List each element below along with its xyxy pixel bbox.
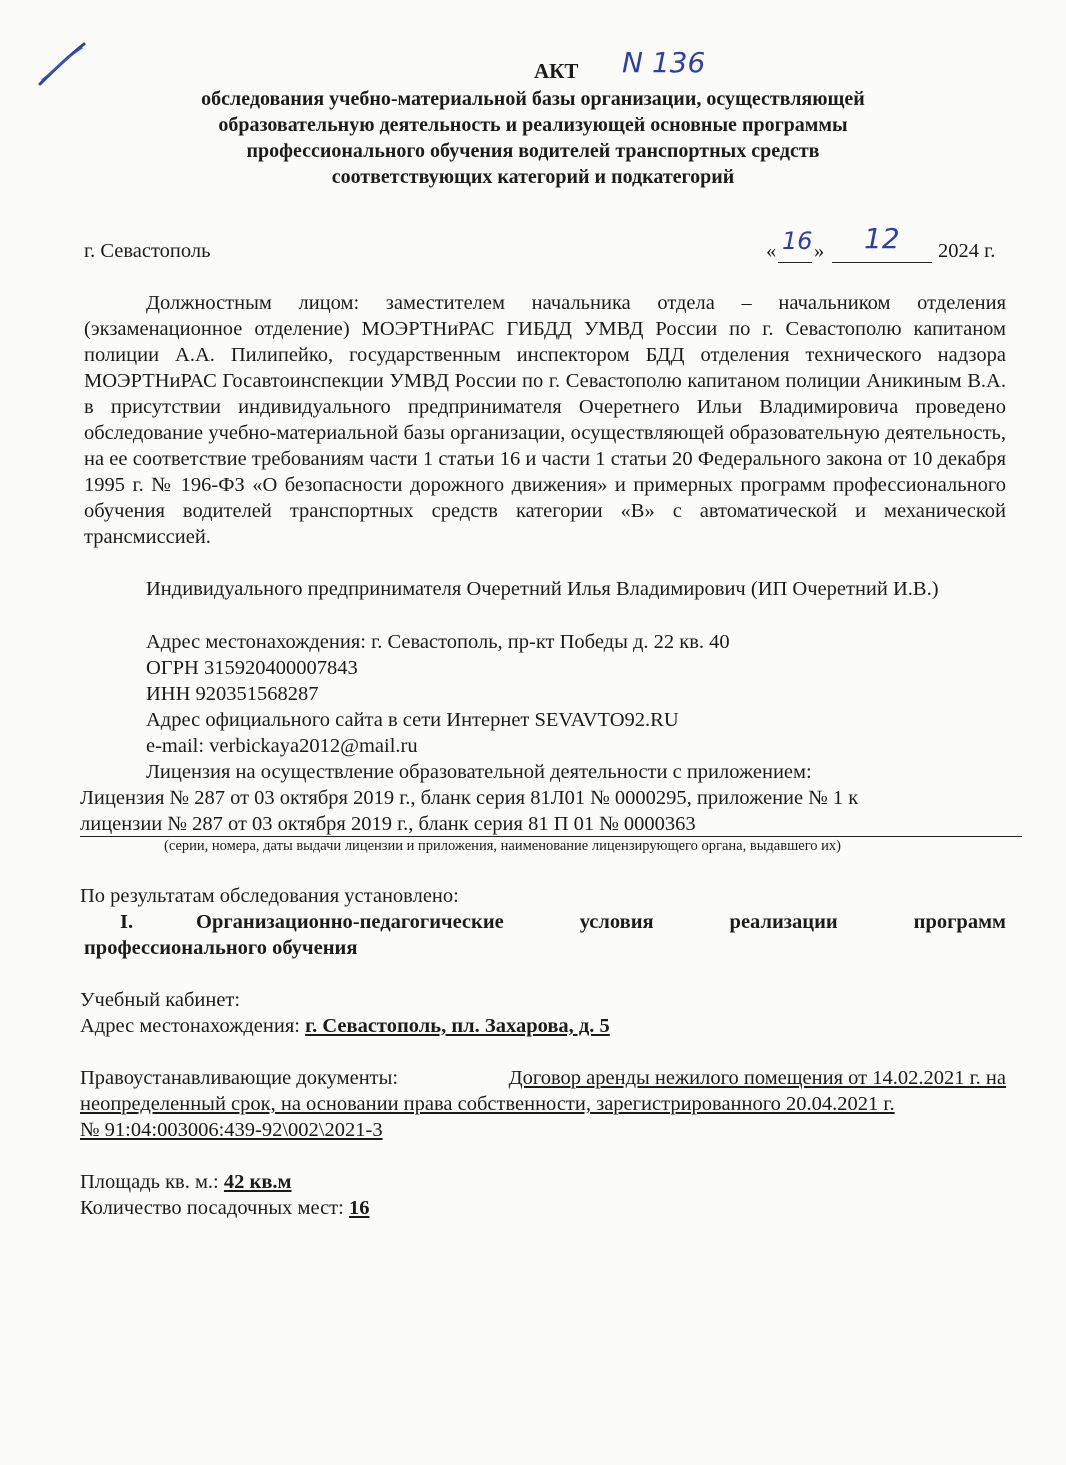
section-number: I. — [120, 911, 134, 933]
month-underline — [832, 262, 932, 263]
seats-value: 16 — [348, 1197, 370, 1219]
classroom-address-value: г. Севастополь, пл. Захарова, д. 5 — [305, 1015, 610, 1037]
legal-documents-line-1 — [80, 1065, 1006, 1091]
seats-line — [80, 1195, 369, 1221]
org-email: e-mail: verbickaya2012@mail.ru — [146, 735, 418, 757]
license-line-2 — [80, 811, 1022, 837]
legal-documents-value-1: Договор аренды нежилого помещения от 14.02.2021 г. на — [508, 1067, 1006, 1089]
legal-documents — [80, 1065, 1006, 1143]
city-label: г. Севастополь — [84, 240, 211, 262]
classroom-label: Учебный кабинет: — [80, 989, 241, 1011]
license-line-1: Лицензия № 287 от 03 октября 2019 г., бланк серия 81Л01 № 0000295, приложение № 1 к — [80, 787, 859, 809]
subtitle-line: обследования учебно-материальной базы организации, осуществляющей — [201, 88, 865, 110]
date-close-quote: » — [814, 240, 825, 262]
section-word: программ — [913, 911, 1006, 933]
org-website: Адрес официального сайта в сети Интернет SEVAVTO92.RU — [146, 709, 679, 731]
license-line-2-text: лицензии № 287 от 03 октября 2019 г., бланк серия 81 П 01 № 0000363 — [80, 813, 696, 835]
classroom-address — [80, 1013, 610, 1039]
month-handwritten: 12 — [864, 222, 900, 255]
date-line — [766, 222, 1006, 268]
pen-stroke-mark — [36, 40, 88, 88]
section-title-line-2: профессионального обучения — [84, 937, 358, 959]
subtitle-line: соответствующих категорий и подкатегорий — [331, 166, 735, 188]
act-subtitle — [0, 86, 1066, 190]
area-label: Площадь кв. м.: — [80, 1171, 224, 1193]
license-label: Лицензия на осуществление образовательной деятельности с приложением: — [146, 761, 812, 783]
day-underline — [778, 262, 812, 263]
classroom-address-label: Адрес местонахождения: — [80, 1015, 306, 1037]
entrepreneur-paragraph: Индивидуального предпринимателя Очеретний Илья Владимирович (ИП Очеретний И.В.) — [146, 578, 939, 600]
act-number-handwritten: N 136 — [622, 46, 706, 79]
section-title — [84, 909, 1006, 935]
results-intro: По результатам обследования установлено: — [80, 885, 459, 907]
legal-documents-line-2: неопределенный срок, на основании права собственности, зарегистрированного 20.04.2021 г. — [80, 1093, 895, 1115]
section-word: Организационно-педагогические — [196, 911, 504, 933]
intro-paragraph: Должностным лицом: заместителем начальника отдела – начальником отделения (экзаменационное отделение) МОЭРТНиРАС ГИБДД УМВД России по г. Севастополю капитаном полиции А.А. Пилипейко, государственным инспектором БДД отделения технического надзора МОЭРТНиРАС Госавтоинспекции УМВД России по г. Севастополю капитаном полиции Аникиным В.А. в присутствии индивидуального предпринимателя Очеретнего Ильи Владимировича проведено обследование учебно-материальной базы организации, осуществляющей образовательную деятельность, на ее соответствие требованиям части 1 статьи 16 и части 1 статьи 20 Федерального закона от 10 декабря 1995 г. № 196-ФЗ «О безопасности дорожного движения» и примерных программ профессионального обучения водителей транспортных средств категории «B» с автоматической и механической трансмиссией. — [84, 292, 1006, 548]
license-note: (серии, номера, даты выдачи лицензии и приложения, наименование лицензирующего органа, выдавшего их) — [164, 838, 841, 854]
subtitle-line: образовательную деятельность и реализующей основные программы — [218, 114, 848, 136]
area-value: 42 кв.м — [223, 1171, 292, 1193]
section-title-line-1 — [196, 909, 1006, 935]
org-ogrn: ОГРН 315920400007843 — [146, 657, 358, 679]
year-text: 2024 г. — [938, 240, 996, 262]
day-handwritten: 16 — [782, 227, 813, 255]
section-word: условия — [579, 911, 654, 933]
date-open-quote: « — [766, 240, 777, 262]
section-word: реализации — [729, 911, 838, 933]
org-address: Адрес местонахождения: г. Севастополь, пр-кт Победы д. 22 кв. 40 — [146, 631, 730, 653]
seats-label: Количество посадочных мест: — [80, 1197, 349, 1219]
legal-documents-label: Правоустанавливающие документы: — [80, 1067, 399, 1089]
subtitle-line: профессионального обучения водителей транспортных средств — [246, 140, 820, 162]
area-line — [80, 1169, 292, 1195]
act-title — [534, 58, 578, 84]
act-label: АКТ — [534, 59, 579, 83]
legal-documents-line-3: № 91:04:003006:439-92\002\2021-3 — [80, 1119, 383, 1141]
org-inn: ИНН 920351568287 — [146, 683, 319, 705]
